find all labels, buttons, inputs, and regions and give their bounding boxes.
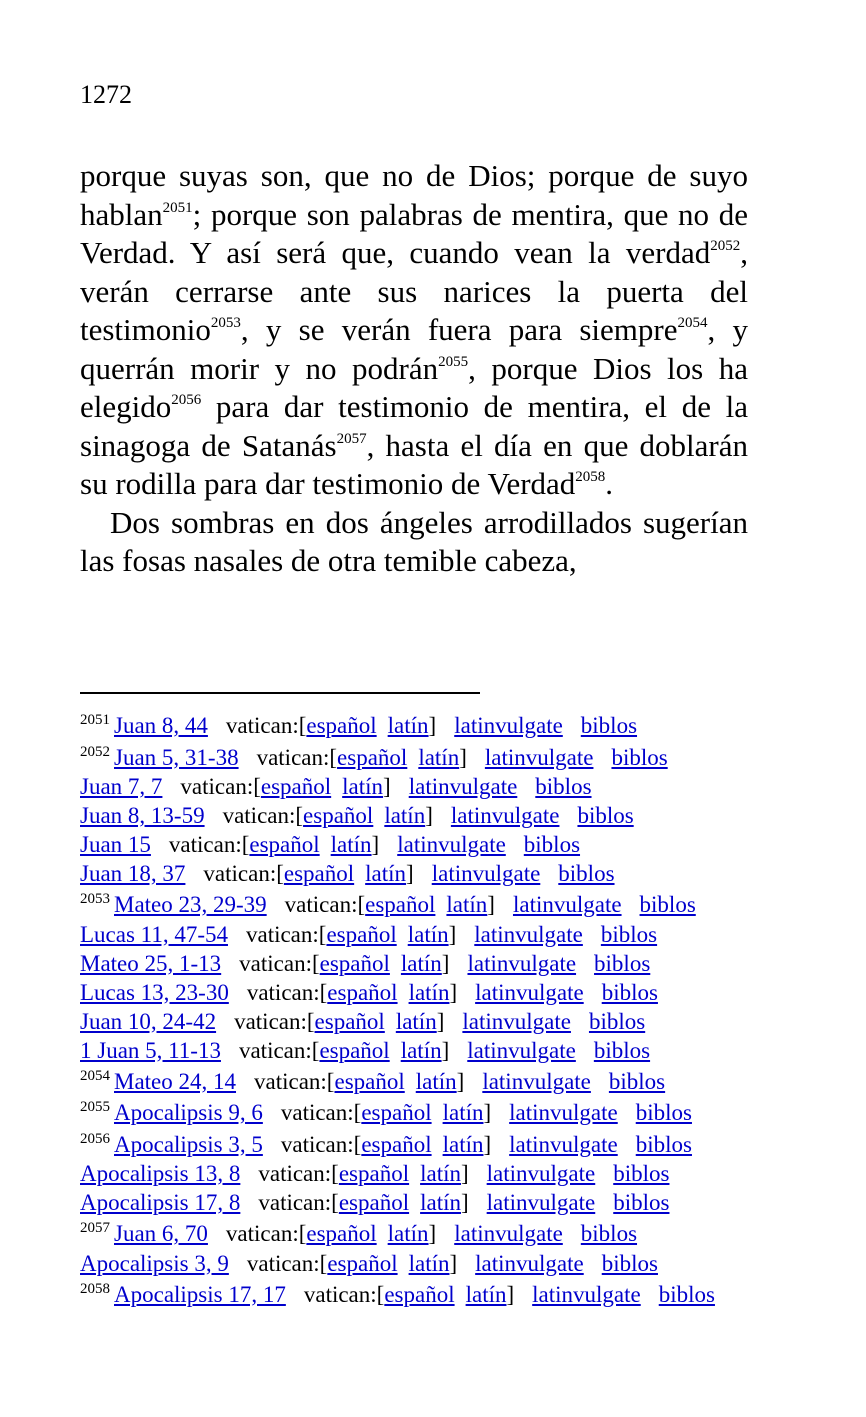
espanol-link[interactable]: español xyxy=(319,950,390,976)
latinvulgate-link[interactable]: latinvulgate xyxy=(431,861,541,886)
biblos-link[interactable]: biblos xyxy=(635,1100,692,1125)
biblos-link[interactable]: biblos xyxy=(635,1131,692,1157)
latin-link[interactable]: latín xyxy=(330,832,372,857)
scripture-reference-link[interactable]: Apocalipsis 13, 8 xyxy=(80,1161,241,1186)
vatican-label: vatican:[ xyxy=(246,979,328,1005)
latinvulgate-link[interactable]: latinvulgate xyxy=(467,950,577,976)
paragraph-2: Dos sombras en dos ángeles arrodillados sugerían las fosas nasales de otra temible cabeza, xyxy=(80,504,748,578)
footnote-line xyxy=(80,978,770,1007)
latinvulgate-link[interactable]: latinvulgate xyxy=(467,1037,576,1063)
biblos-link[interactable]: biblos xyxy=(523,832,581,857)
espanol-link[interactable]: español xyxy=(361,1131,432,1157)
footnote-line xyxy=(80,1096,770,1128)
latin-link[interactable]: latín xyxy=(420,1190,461,1215)
latinvulgate-link[interactable]: latinvulgate xyxy=(454,713,563,738)
vatican-label: vatican:[ xyxy=(222,803,304,828)
vatican-label: vatican:[ xyxy=(239,950,320,976)
bracket-close: ] xyxy=(448,921,457,947)
footnote-line xyxy=(80,772,770,801)
footnote-marker: 2051 xyxy=(162,199,193,216)
vatican-label: vatican:[ xyxy=(280,1131,362,1157)
biblos-link[interactable]: biblos xyxy=(658,1281,715,1307)
footnote-line xyxy=(80,830,770,859)
footnote-line xyxy=(80,1188,770,1217)
footnote-number: 2056 xyxy=(80,1130,110,1147)
footnote-line xyxy=(80,1007,770,1036)
biblos-link[interactable]: biblos xyxy=(535,774,592,799)
biblos-link[interactable]: biblos xyxy=(608,1068,666,1094)
latinvulgate-link[interactable]: latinvulgate xyxy=(532,1281,641,1307)
bracket-close: ] xyxy=(460,1161,469,1186)
biblos-link[interactable]: biblos xyxy=(593,1037,651,1063)
biblos-link[interactable]: biblos xyxy=(601,1250,658,1276)
latinvulgate-link[interactable]: latinvulgate xyxy=(474,921,583,947)
footnote-line xyxy=(80,1249,770,1278)
latin-link[interactable]: latín xyxy=(365,861,407,886)
footnote-number: 2055 xyxy=(80,1099,110,1115)
body-text xyxy=(80,157,748,581)
espanol-link[interactable]: español xyxy=(338,1161,410,1186)
footnote-line xyxy=(80,709,770,741)
bracket-close: ] xyxy=(383,774,391,799)
latin-link[interactable]: latín xyxy=(408,979,450,1005)
latin-link[interactable]: latín xyxy=(465,1281,507,1307)
biblos-link[interactable]: biblos xyxy=(594,950,651,976)
scripture-reference-link[interactable]: Lucas 11, 47-54 xyxy=(80,921,228,947)
scripture-reference-link[interactable]: Juan 10, 24-42 xyxy=(80,1008,217,1034)
latinvulgate-link[interactable]: latinvulgate xyxy=(486,1190,596,1215)
scripture-reference-link[interactable]: 1 Juan 5, 11-13 xyxy=(80,1037,221,1063)
latinvulgate-link[interactable]: latinvulgate xyxy=(475,1250,584,1276)
bracket-close: ] xyxy=(459,744,467,770)
footnote-line xyxy=(80,888,770,920)
vatican-label: vatican:[ xyxy=(258,1161,339,1186)
scripture-reference-link[interactable]: Juan 15 xyxy=(80,832,151,857)
vatican-label: vatican:[ xyxy=(168,832,250,857)
espanol-link[interactable]: español xyxy=(249,832,320,857)
latinvulgate-link[interactable]: latinvulgate xyxy=(482,1068,591,1094)
latin-link[interactable]: latín xyxy=(415,1068,457,1094)
paragraph-1-text: . xyxy=(605,466,614,501)
footnote-marker: 2056 xyxy=(171,392,202,408)
footnote-line xyxy=(80,949,770,978)
vatican-label: vatican:[ xyxy=(203,861,284,886)
bracket-close: ] xyxy=(441,950,450,976)
espanol-link[interactable]: español xyxy=(306,1221,377,1246)
latin-link[interactable]: latín xyxy=(442,1131,484,1157)
latin-link[interactable]: latín xyxy=(442,1100,484,1125)
espanol-link[interactable]: español xyxy=(337,744,408,770)
espanol-link[interactable]: español xyxy=(303,803,374,828)
scripture-reference-link[interactable]: Apocalipsis 17, 8 xyxy=(80,1190,241,1215)
footnote-line xyxy=(80,801,770,830)
scripture-reference-link[interactable]: Juan 6, 70 xyxy=(114,1221,208,1246)
scripture-reference-link[interactable]: Lucas 13, 23-30 xyxy=(80,979,229,1005)
scripture-reference-link[interactable]: Juan 7, 7 xyxy=(80,774,163,799)
bracket-close: ] xyxy=(428,1221,437,1246)
footnote-marker: 2052 xyxy=(710,238,741,254)
paragraph-1-text: para dar testimonio de mentira, el de la sinagoga de Satanás xyxy=(80,389,748,463)
latin-link[interactable]: latín xyxy=(384,803,426,828)
footnote-line xyxy=(80,1159,770,1188)
footnote-marker: 2055 xyxy=(438,353,469,370)
vatican-label: vatican:[ xyxy=(225,713,307,738)
footnote-rule xyxy=(80,692,480,694)
latin-link[interactable]: latín xyxy=(400,950,442,976)
footnote-marker: 2058 xyxy=(575,469,606,485)
bracket-close: ] xyxy=(483,1100,492,1125)
footnote-marker: 2053 xyxy=(210,315,241,331)
espanol-link[interactable]: español xyxy=(314,1008,385,1034)
vatican-label: vatican:[ xyxy=(256,744,338,770)
paragraph-1-text: , porque Dios los ha elegido xyxy=(80,350,748,424)
footnote-line xyxy=(80,1065,770,1097)
vatican-label: vatican:[ xyxy=(258,1190,339,1215)
biblos-link[interactable]: biblos xyxy=(558,861,615,886)
footnotes xyxy=(80,709,770,1309)
bracket-close: ] xyxy=(456,1068,465,1094)
espanol-link[interactable]: español xyxy=(260,774,332,799)
footnote-marker: 2057 xyxy=(336,430,367,447)
footnote-marker: 2054 xyxy=(677,315,708,331)
espanol-link[interactable]: español xyxy=(319,1037,390,1063)
biblos-link[interactable]: biblos xyxy=(613,1190,670,1215)
paragraph-1-text: porque suyas son, que no de Dios; porque de suyo hablan xyxy=(80,158,748,232)
espanol-link[interactable]: español xyxy=(338,1190,410,1215)
vatican-label: vatican:[ xyxy=(303,1281,385,1307)
footnote-line xyxy=(80,859,770,888)
espanol-link[interactable]: español xyxy=(334,1068,405,1094)
vatican-label: vatican:[ xyxy=(234,1008,315,1034)
vatican-label: vatican:[ xyxy=(225,1221,307,1246)
biblos-link[interactable]: biblos xyxy=(639,892,696,917)
latin-link[interactable]: latín xyxy=(408,1250,450,1276)
bracket-close: ] xyxy=(428,713,437,738)
vatican-label: vatican:[ xyxy=(246,1250,328,1276)
bracket-close: ] xyxy=(441,1037,450,1063)
paragraph-1-text: , hasta el día en que doblarán su rodilla para dar testimonio de Verdad xyxy=(80,427,748,501)
biblos-link[interactable]: biblos xyxy=(613,1161,670,1186)
biblos-link[interactable]: biblos xyxy=(588,1008,646,1034)
biblos-link[interactable]: biblos xyxy=(580,713,638,738)
footnote-number: 2052 xyxy=(80,743,110,760)
biblos-link[interactable]: biblos xyxy=(601,979,658,1005)
paragraph-1-text: , y querrán morir y no podrán xyxy=(80,312,748,386)
espanol-link[interactable]: español xyxy=(326,921,397,947)
espanol-link[interactable]: español xyxy=(283,861,355,886)
scripture-reference-link[interactable]: Apocalipsis 9, 6 xyxy=(114,1100,263,1125)
vatican-label: vatican:[ xyxy=(254,1068,335,1094)
latinvulgate-link[interactable]: latinvulgate xyxy=(408,774,518,799)
vatican-label: vatican:[ xyxy=(280,1100,362,1125)
page-number: 1272 xyxy=(80,80,132,109)
espanol-link[interactable]: español xyxy=(361,1100,432,1125)
paragraph-1-text: , verán cerrarse ante sus narices la puerta del testimonio xyxy=(80,235,748,347)
scripture-reference-link[interactable]: Apocalipsis 3, 5 xyxy=(114,1131,263,1157)
bracket-close: ] xyxy=(371,832,380,857)
scripture-reference-link[interactable]: Juan 8, 13-59 xyxy=(80,803,205,828)
paragraph-1-text: , y se verán fuera para siempre xyxy=(240,312,678,347)
scripture-reference-link[interactable]: Juan 8, 44 xyxy=(114,713,208,738)
paragraph-1 xyxy=(80,157,748,504)
vatican-label: vatican:[ xyxy=(180,774,261,799)
footnote-number: 2057 xyxy=(80,1220,110,1236)
biblos-link[interactable]: biblos xyxy=(600,921,658,947)
scripture-reference-link[interactable]: Mateo 25, 1-13 xyxy=(80,950,222,976)
latinvulgate-link[interactable]: latinvulgate xyxy=(509,1100,618,1125)
espanol-link[interactable]: español xyxy=(327,1250,398,1276)
bracket-close: ] xyxy=(436,1008,445,1034)
espanol-link[interactable]: español xyxy=(327,979,398,1005)
bracket-close: ] xyxy=(460,1190,469,1215)
latin-link[interactable]: latín xyxy=(420,1161,461,1186)
vatican-label: vatican:[ xyxy=(245,921,327,947)
biblos-link[interactable]: biblos xyxy=(577,803,634,828)
latin-link[interactable]: latín xyxy=(387,1221,429,1246)
footnote-line xyxy=(80,920,770,949)
bracket-close: ] xyxy=(406,861,414,886)
bracket-close: ] xyxy=(449,979,458,1005)
scripture-reference-link[interactable]: Juan 18, 37 xyxy=(80,861,186,886)
scripture-reference-link[interactable]: Juan 5, 31-38 xyxy=(114,744,239,770)
footnote-number: 2054 xyxy=(80,1067,110,1084)
latinvulgate-link[interactable]: latinvulgate xyxy=(475,979,584,1005)
biblos-link[interactable]: biblos xyxy=(611,744,668,770)
bracket-close: ] xyxy=(483,1131,492,1157)
footnote-number: 2058 xyxy=(80,1280,110,1297)
footnote-line xyxy=(80,1128,770,1160)
bracket-close: ] xyxy=(425,803,433,828)
scripture-reference-link[interactable]: Mateo 23, 29-39 xyxy=(114,892,267,917)
scripture-reference-link[interactable]: Mateo 24, 14 xyxy=(114,1068,237,1094)
latinvulgate-link[interactable]: latinvulgate xyxy=(397,832,506,857)
paragraph-1-text: ; porque son palabras de mentira, que no de Verdad. Y así será que, cuando vean la verdad xyxy=(80,196,748,270)
bracket-close: ] xyxy=(487,892,495,917)
bracket-close: ] xyxy=(449,1250,458,1276)
espanol-link[interactable]: español xyxy=(306,713,377,738)
vatican-label: vatican:[ xyxy=(284,892,366,917)
vatican-label: vatican:[ xyxy=(238,1037,320,1063)
latinvulgate-link[interactable]: latinvulgate xyxy=(450,803,560,828)
footnote-line xyxy=(80,1278,770,1310)
latin-link[interactable]: latín xyxy=(418,744,460,770)
latinvulgate-link[interactable]: latinvulgate xyxy=(512,892,622,917)
latinvulgate-link[interactable]: latinvulgate xyxy=(454,1221,563,1246)
footnote-line xyxy=(80,1217,770,1249)
scripture-reference-link[interactable]: Apocalipsis 3, 9 xyxy=(80,1250,229,1276)
footnote-line xyxy=(80,741,770,773)
footnote-line xyxy=(80,1036,770,1065)
latin-link[interactable]: latín xyxy=(407,921,449,947)
bracket-close: ] xyxy=(506,1281,515,1307)
latin-link[interactable]: latín xyxy=(342,774,384,799)
latin-link[interactable]: latín xyxy=(400,1037,442,1063)
scripture-reference-link[interactable]: Apocalipsis 17, 17 xyxy=(114,1281,286,1307)
espanol-link[interactable]: español xyxy=(365,892,436,917)
footnote-number: 2051 xyxy=(80,712,110,728)
biblos-link[interactable]: biblos xyxy=(580,1221,638,1246)
latinvulgate-link[interactable]: latinvulgate xyxy=(509,1131,618,1157)
espanol-link[interactable]: español xyxy=(384,1281,455,1307)
latinvulgate-link[interactable]: latinvulgate xyxy=(486,1161,596,1186)
latinvulgate-link[interactable]: latinvulgate xyxy=(462,1008,571,1034)
latin-link[interactable]: latín xyxy=(395,1008,437,1034)
footnote-number: 2053 xyxy=(80,891,110,907)
latinvulgate-link[interactable]: latinvulgate xyxy=(484,744,594,770)
latin-link[interactable]: latín xyxy=(387,713,429,738)
latin-link[interactable]: latín xyxy=(446,892,488,917)
